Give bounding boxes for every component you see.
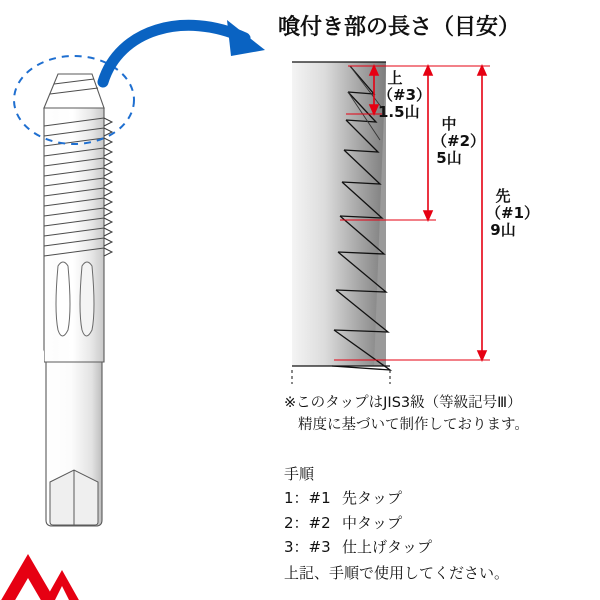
procedure-step-1-number: 1：#1: [284, 489, 331, 508]
page-title: 喰付き部の長さ（目安）: [278, 15, 521, 40]
dimension-saki-line3: 9山: [490, 220, 516, 239]
procedure-step-1-label: 先タップ: [342, 489, 403, 508]
curved-arrow-icon: [95, 8, 285, 102]
dimension-ue-line3: 1.5山: [378, 102, 420, 121]
red-corner-mark-icon: [0, 540, 90, 600]
dimension-ue-line1: 上: [387, 69, 403, 87]
dimension-ue-line2: （#3）: [378, 85, 432, 104]
dimension-naka-line1: 中: [441, 115, 457, 133]
dimension-label-naka: [432, 115, 486, 167]
procedure-step-3-label: 仕上げタップ: [342, 537, 433, 556]
jis-note-line2: 精度に基づいて制作しております。: [298, 417, 529, 434]
dimension-saki-line1: 先: [495, 187, 511, 205]
dimension-label-ue: [378, 69, 432, 121]
procedure-step-3: [284, 535, 509, 559]
dimension-naka-line3: 5山: [436, 148, 462, 167]
procedure-step-3-number: 3：#3: [284, 537, 331, 556]
procedure-step-1: [284, 486, 509, 510]
tap-illustration: [0, 30, 270, 554]
procedure-step-2: [284, 511, 509, 535]
dimension-saki-line2: （#1）: [486, 203, 540, 222]
procedure-closing: 上記、手順で使用してください。: [284, 564, 510, 583]
procedure-step-2-label: 中タップ: [342, 513, 403, 532]
dimension-naka-line2: （#2）: [432, 131, 486, 150]
jis-note: [284, 392, 529, 437]
procedure-step-2-number: 2：#2: [284, 513, 331, 532]
procedure-block: [284, 462, 509, 585]
dimension-label-saki: [486, 187, 540, 239]
procedure-heading: 手順: [284, 465, 315, 483]
jis-note-line1: ※このタップはJIS3級（等級記号Ⅲ）: [284, 395, 522, 411]
